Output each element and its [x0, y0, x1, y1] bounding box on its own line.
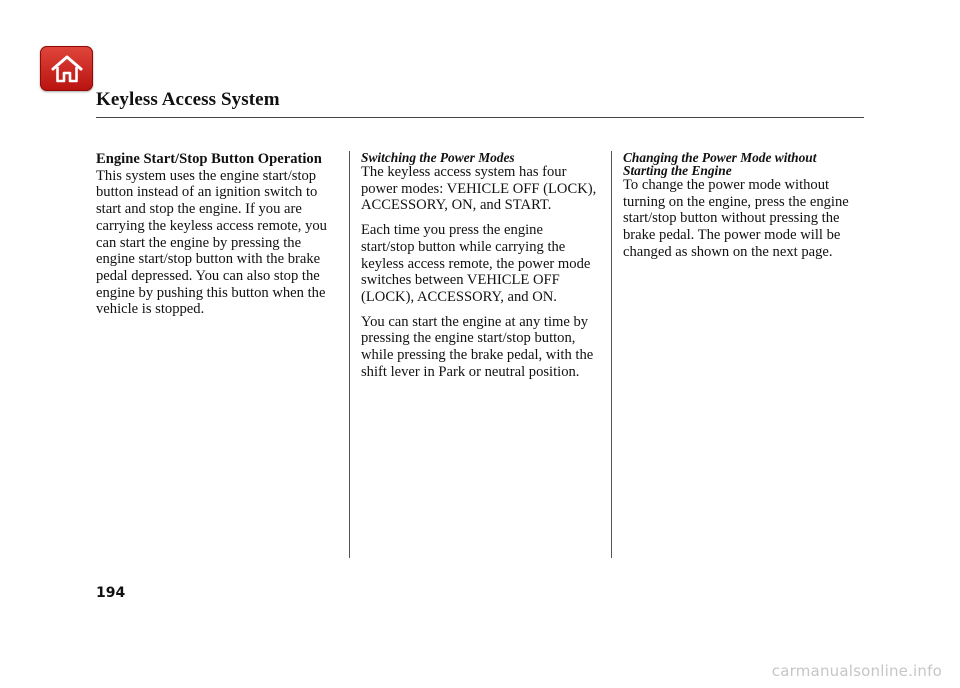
title-divider	[96, 117, 864, 118]
watermark: carmanualsonline.info	[771, 662, 942, 680]
column-engine-start-stop	[96, 151, 336, 326]
heading-changing-power-mode: Changing the Power Mode without Starting the Engine	[623, 150, 817, 178]
column-switching-power-modes	[361, 151, 597, 388]
page-number: 194	[96, 585, 126, 601]
heading-engine-start-stop: Engine Start/Stop Button Operation	[96, 151, 322, 167]
heading-switching-power-modes: Switching the Power Modes	[361, 150, 515, 165]
paragraph: The keyless access system has four power modes: VEHICLE OFF (LOCK), ACCESSORY, ON, and START.	[361, 164, 597, 214]
column-changing-power-mode	[623, 151, 863, 269]
home-button[interactable]	[40, 46, 93, 91]
paragraph: You can start the engine at any time by pressing the engine start/stop button, while pressing the brake pedal, with the shift lever in Park or neutral position.	[361, 313, 594, 380]
paragraph: To change the power mode without turning on the engine, press the engine start/stop button without pressing the brake pedal. The power mode will be changed as shown on the next page.	[623, 177, 849, 260]
column-divider	[611, 151, 612, 558]
column-divider	[349, 151, 350, 558]
paragraph: This system uses the engine start/stop button instead of an ignition switch to start and stop the engine. If you are carrying the keyless access remote, you can start the engine by pressing the engine start/stop button with the brake pedal depressed. You can also stop the engine by pushing this button when the vehicle is stopped.	[96, 167, 327, 318]
section-title: Keyless Access System	[96, 89, 280, 110]
home-icon	[50, 54, 84, 84]
paragraph: Each time you press the engine start/stop button while carrying the keyless access remote, the power mode switches between VEHICLE OFF (LOCK), ACCESSORY, and ON.	[361, 222, 591, 305]
